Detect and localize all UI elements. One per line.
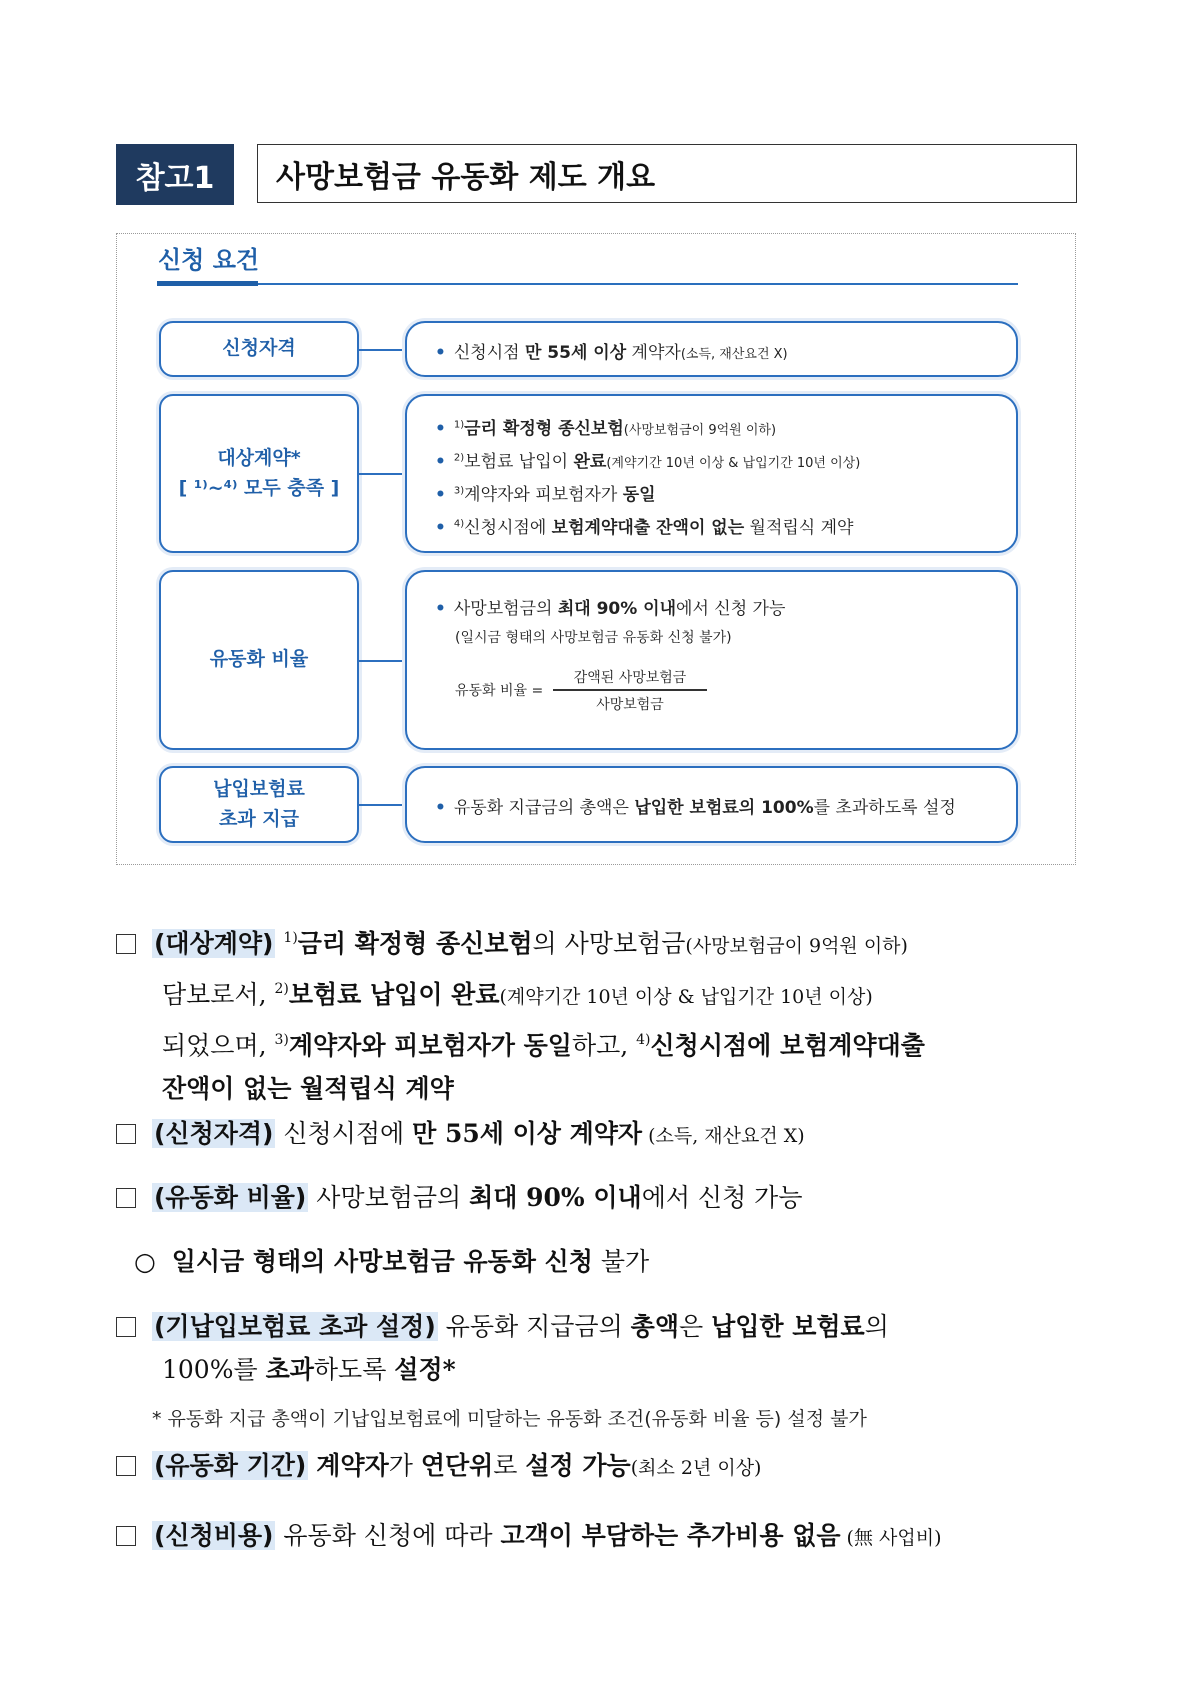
connector — [359, 349, 405, 351]
label-premium-excess — [159, 766, 359, 843]
bullet-item: • $^{1)}$금리 확정형 종신보험(사망보험금이 9억원 이하) — [435, 419, 777, 439]
label-text: 초과 지급 — [218, 807, 300, 830]
bullet-item: • 유동화 지급금의 총액은 납입한 보험료의 100%를 초과하도록 설정 — [435, 798, 956, 818]
heading-rule-accent — [157, 281, 258, 286]
section-eligibility: (신청자격) 신청시점에 만 55세 이상 계약자 (소득, 재산요건 X) — [116, 1112, 1076, 1158]
checkbox-bullet — [116, 1456, 136, 1476]
bullet-note: (일시금 형태의 사망보험금 유동화 신청 불가) — [455, 630, 732, 646]
formula-bar — [553, 689, 707, 691]
label-text: 납입보험료 — [213, 778, 305, 801]
content-target-contract — [405, 394, 1018, 553]
content-liquidation-ratio — [405, 570, 1018, 750]
checkbox-bullet — [116, 1188, 136, 1208]
checkbox-bullet — [116, 1124, 136, 1144]
circle-bullet: ○ — [134, 1247, 156, 1276]
section-premium-excess: (기납입보험료 초과 설정) 유동화 지급금의 총액은 납입한 보험료의 100%를 초과하도록 설정* — [116, 1305, 1076, 1391]
section-liquidation-ratio: (유동화 비율) 사망보험금의 최대 90% 이내에서 신청 가능 — [116, 1176, 1076, 1219]
formula-denominator: 사망보험금 — [596, 697, 664, 713]
bullet-item: • 사망보험금의 최대 90% 이내에서 신청 가능 — [435, 599, 786, 619]
label-text: 신청자격 — [222, 337, 296, 360]
checkbox-bullet — [116, 934, 136, 954]
heading-rule — [157, 283, 1018, 285]
content-eligibility — [405, 321, 1018, 377]
figure-heading: 신청 요건 — [158, 246, 260, 274]
content-premium-excess — [405, 766, 1018, 843]
section-period: (유동화 기간) 계약자가 연단위로 설정 가능(최소 2년 이상) — [116, 1444, 1076, 1490]
formula-numerator: 감액된 사망보험금 — [573, 670, 687, 686]
bullet-item: • $^{2)}$보험료 납입이 완료(계약기간 10년 이상 & 납입기간 10년 이상) — [435, 452, 861, 472]
bullet-item: • $^{4)}$신청시점에 보험계약대출 잔액이 없는 월적립식 계약 — [435, 518, 854, 538]
connector — [359, 473, 405, 475]
label-text: 유동화 비율 — [209, 648, 309, 671]
page-title: 사망보험금 유동화 제도 개요 — [257, 144, 1077, 203]
checkbox-bullet — [116, 1526, 136, 1546]
formula-lhs: 유동화 비율 = — [455, 683, 544, 699]
connector — [359, 804, 405, 806]
bullet-item: • 신청시점 만 55세 이상 계약자(소득, 재산요건 X) — [435, 343, 788, 363]
label-subtext: [ ¹⁾~⁴⁾ 모두 충족 ] — [178, 476, 340, 499]
label-liquidation-ratio — [159, 570, 359, 750]
sub-item-lump-sum: ○ 일시금 형태의 사망보험금 유동화 신청 불가 — [134, 1247, 650, 1276]
label-target-contract — [159, 394, 359, 553]
bullet-item: • $^{3)}$계약자와 피보험자가 동일 — [435, 485, 656, 505]
footnote: * 유동화 지급 총액이 기납입보험료에 미달하는 유동화 조건(유동화 비율 등) 설정 불가 — [152, 1408, 867, 1430]
label-eligibility — [159, 321, 359, 377]
section-cost: (신청비용) 유동화 신청에 따라 고객이 부담하는 추가비용 없음 (無 사업비) — [116, 1514, 1076, 1560]
label-text: 대상계약* — [217, 447, 301, 470]
checkbox-bullet — [116, 1317, 136, 1337]
section-target-contract: (대상계약) $^{1)}$금리 확정형 종신보험의 사망보험금(사망보험금이 9억원 이하) 담보로서, $^{2)}$보험료 납입이 완료(계약기간 10년 이상 & 납입기간 10년 이상) 되었으며, $^{3)}$계약자와 피보험자가 동일하고, $^{4)}$신청시점에 보험계약대출 잔액이 없는 월적립식 계약 — [116, 917, 1076, 1110]
reference-tag: 참고1 — [116, 144, 234, 205]
connector — [359, 660, 405, 662]
